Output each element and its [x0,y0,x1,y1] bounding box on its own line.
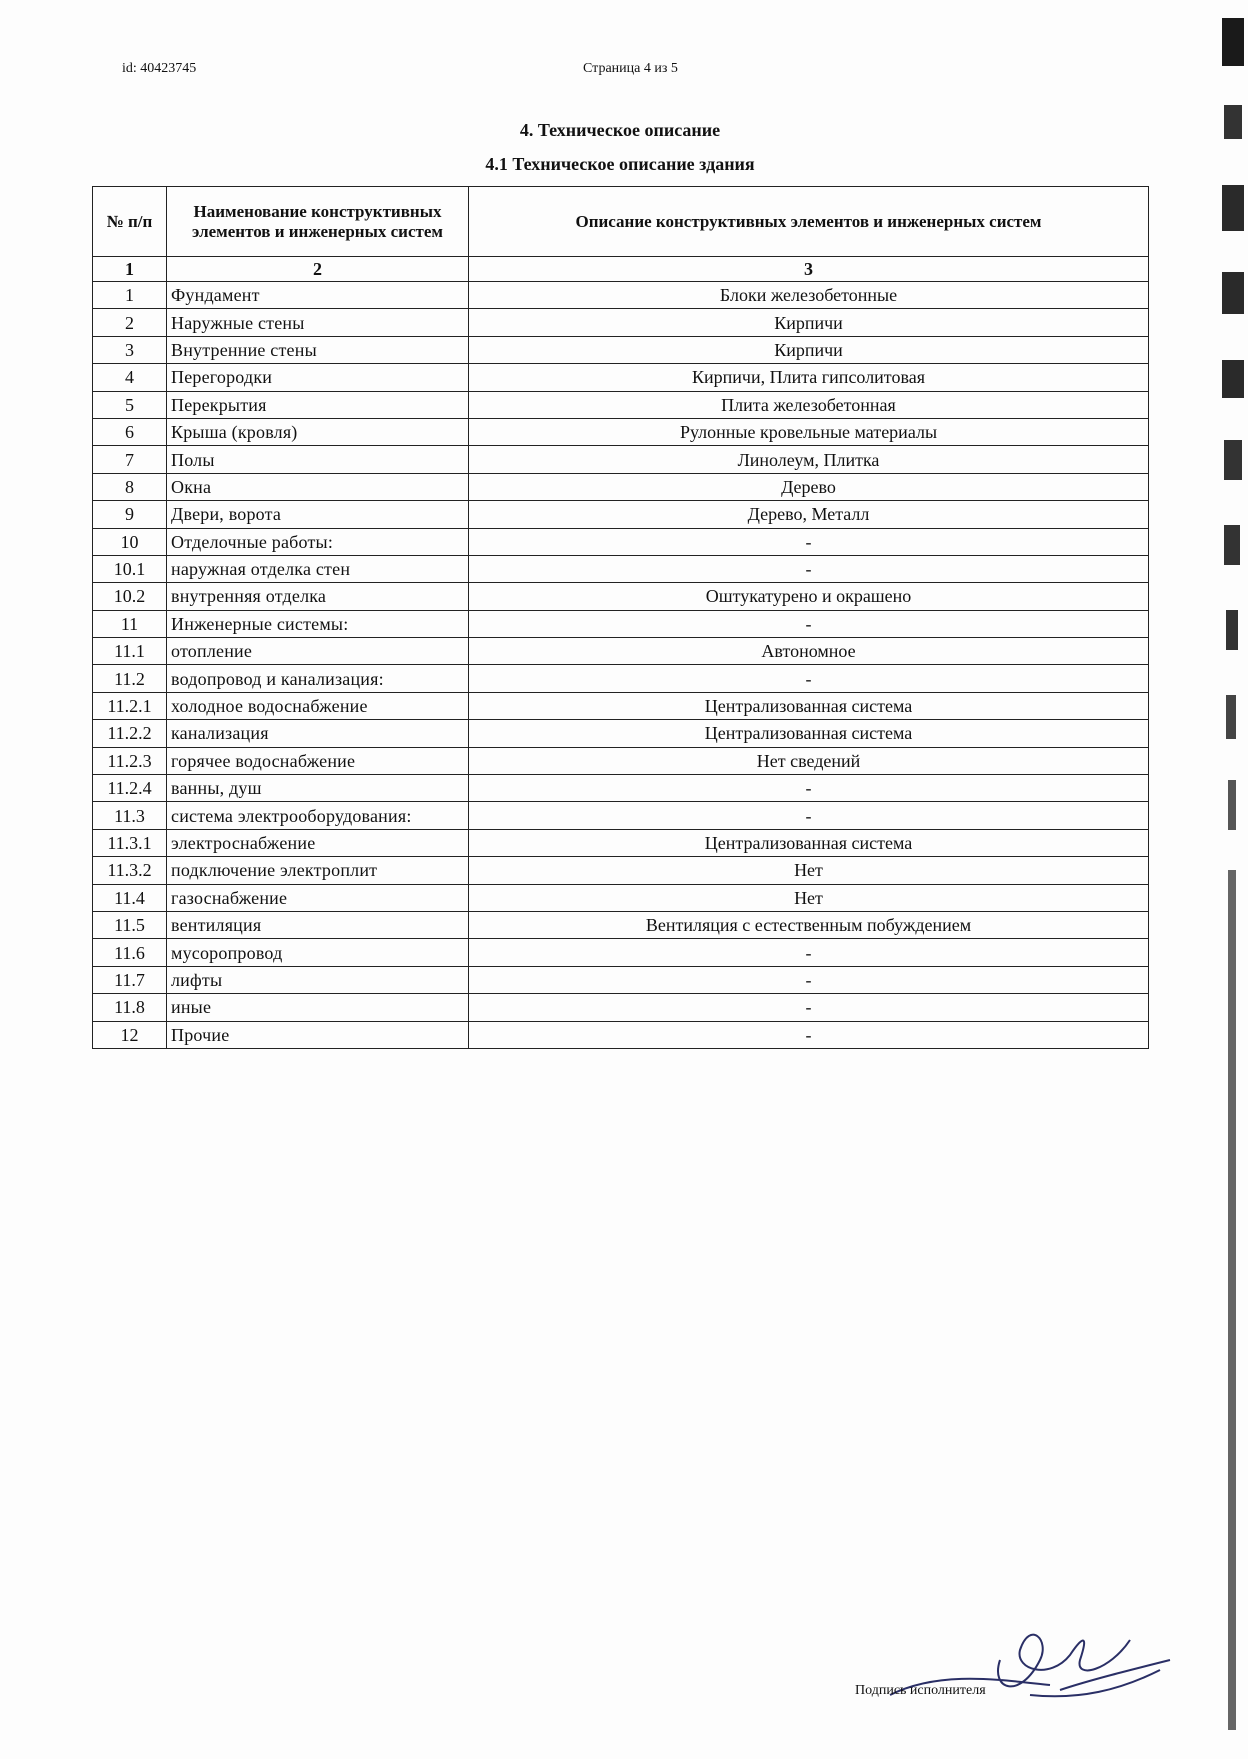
row-description: Автономное [469,638,1149,665]
row-description: - [469,966,1149,993]
row-element-name: мусоропровод [167,939,469,966]
row-number: 11.2.4 [93,775,167,802]
header-description: Описание конструктивных элементов и инженерных систем [469,187,1149,257]
row-number: 10.2 [93,583,167,610]
table-row [93,364,1149,391]
signature [880,1600,1180,1720]
row-element-name: водопровод и канализация: [167,665,469,692]
row-number: 11.6 [93,939,167,966]
column-numbers-row [93,257,1149,282]
row-description: - [469,775,1149,802]
row-element-name: ванны, душ [167,775,469,802]
row-number: 11.2.2 [93,720,167,747]
row-number: 11.2 [93,665,167,692]
row-element-name: Отделочные работы: [167,528,469,555]
row-description: Дерево [469,473,1149,500]
row-number: 11.8 [93,994,167,1021]
row-description: Вентиляция с естественным побуждением [469,911,1149,938]
table-row [93,966,1149,993]
row-element-name: Перегородки [167,364,469,391]
row-element-name: электроснабжение [167,829,469,856]
row-number: 3 [93,336,167,363]
section-title: 4. Техническое описание [519,120,721,140]
table-row [93,1021,1149,1048]
row-description: - [469,939,1149,966]
row-description: - [469,994,1149,1021]
table-row [93,884,1149,911]
table-row [93,501,1149,528]
row-number: 11.3.1 [93,829,167,856]
row-element-name: Перекрытия [167,391,469,418]
row-element-name: Двери, ворота [167,501,469,528]
row-description: Дерево, Металл [469,501,1149,528]
row-element-name: лифты [167,966,469,993]
table-header-row [93,187,1149,257]
row-number: 5 [93,391,167,418]
table-row [93,720,1149,747]
row-number: 2 [93,309,167,336]
row-description: Централизованная система [469,829,1149,856]
row-number: 4 [93,364,167,391]
row-number: 10.1 [93,555,167,582]
row-number: 11.1 [93,638,167,665]
row-element-name: Фундамент [167,282,469,309]
row-element-name: система электрооборудования: [167,802,469,829]
technical-description-table [92,186,1149,1049]
row-element-name: отопление [167,638,469,665]
scan-edge-marks [1208,0,1248,1759]
row-number: 11.2.3 [93,747,167,774]
table-row [93,939,1149,966]
table-row [93,309,1149,336]
row-description: Рулонные кровельные материалы [469,418,1149,445]
row-number: 1 [93,282,167,309]
table-row [93,994,1149,1021]
row-number: 7 [93,446,167,473]
row-element-name: Крыша (кровля) [167,418,469,445]
table-row [93,473,1149,500]
table-row [93,336,1149,363]
row-element-name: Полы [167,446,469,473]
table-row [93,747,1149,774]
row-description: - [469,610,1149,637]
row-description: Централизованная система [469,692,1149,719]
row-number: 11.4 [93,884,167,911]
document-id: id: 40423745 [122,61,197,76]
row-description: - [469,1021,1149,1048]
row-element-name: Прочие [167,1021,469,1048]
row-number: 11.7 [93,966,167,993]
row-description: Линолеум, Плитка [469,446,1149,473]
table-row [93,583,1149,610]
row-description: - [469,528,1149,555]
row-element-name: иные [167,994,469,1021]
row-number: 9 [93,501,167,528]
column-number: 1 [93,257,167,282]
column-number: 2 [167,257,469,282]
table-row [93,692,1149,719]
row-number: 11.5 [93,911,167,938]
table-row [93,610,1149,637]
row-element-name: холодное водоснабжение [167,692,469,719]
page-number: Страница 4 из 5 [583,61,678,76]
table-row [93,638,1149,665]
table-row [93,829,1149,856]
row-description: - [469,555,1149,582]
table-row [93,857,1149,884]
row-element-name: вентиляция [167,911,469,938]
table-row [93,418,1149,445]
row-element-name: газоснабжение [167,884,469,911]
row-description: Кирпичи [469,336,1149,363]
row-description: Нет сведений [469,747,1149,774]
table-row [93,446,1149,473]
row-element-name: внутренняя отделка [167,583,469,610]
row-number: 11.2.1 [93,692,167,719]
row-element-name: подключение электроплит [167,857,469,884]
table-row [93,911,1149,938]
table-row [93,282,1149,309]
row-element-name: канализация [167,720,469,747]
header-number: № п/п [93,187,167,257]
row-description: Оштукатурено и окрашено [469,583,1149,610]
table-row [93,802,1149,829]
row-description: Централизованная система [469,720,1149,747]
row-number: 12 [93,1021,167,1048]
row-number: 11 [93,610,167,637]
row-description: Нет [469,884,1149,911]
row-element-name: Окна [167,473,469,500]
column-number: 3 [469,257,1149,282]
table-row [93,775,1149,802]
row-description: Плита железобетонная [469,391,1149,418]
row-description: Кирпичи [469,309,1149,336]
row-element-name: горячее водоснабжение [167,747,469,774]
row-number: 11.3 [93,802,167,829]
row-number: 11.3.2 [93,857,167,884]
row-description: Блоки железобетонные [469,282,1149,309]
table-row [93,665,1149,692]
row-description: Нет [469,857,1149,884]
table-row [93,528,1149,555]
row-description: - [469,802,1149,829]
row-element-name: Инженерные системы: [167,610,469,637]
subsection-title: 4.1 Техническое описание здания [485,154,755,174]
header-element-name: Наименование конструктивных элементов и инженерных систем [167,187,469,257]
row-number: 6 [93,418,167,445]
row-element-name: Наружные стены [167,309,469,336]
table-row [93,391,1149,418]
row-description: - [469,665,1149,692]
table-row [93,555,1149,582]
signature-label: Подпись исполнителя [855,1683,986,1698]
row-description: Кирпичи, Плита гипсолитовая [469,364,1149,391]
row-number: 10 [93,528,167,555]
row-number: 8 [93,473,167,500]
row-element-name: наружная отделка стен [167,555,469,582]
row-element-name: Внутренние стены [167,336,469,363]
